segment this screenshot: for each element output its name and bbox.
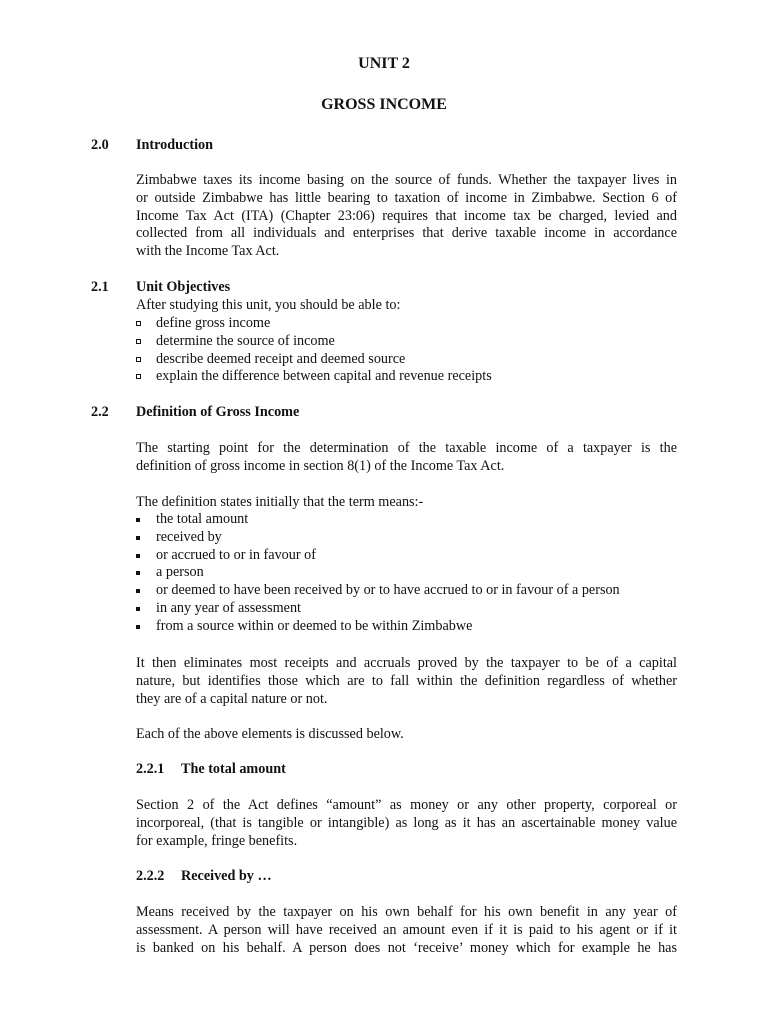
unit-title: UNIT 2: [358, 55, 410, 72]
text-line: incorporeal, (that is tangible or intangible) as long as it has an ascertainable money value: [136, 814, 677, 831]
text-line: assessment. A person will have received an amount even if it is paid to his agent or if it: [136, 921, 677, 938]
subsection-title: Received by …: [181, 868, 272, 884]
definition-paragraph-1: [136, 440, 677, 476]
subsection-number: 2.2.2: [136, 868, 165, 884]
text-line: The starting point for the determination of the taxable income of a taxpayer is the: [136, 440, 677, 456]
definition-intro: The definition states initially that the term means:-: [136, 494, 424, 510]
unit-subtitle: GROSS INCOME: [321, 96, 447, 113]
subsection-heading-total-amount: [136, 761, 286, 779]
list-item: from a source within or deemed to be within Zimbabwe: [134, 618, 675, 636]
definition-paragraph-4: Each of the above elements is discussed below.: [136, 726, 404, 742]
list-item: in any year of assessment: [134, 600, 675, 618]
text-line: for example, fringe benefits.: [136, 832, 298, 849]
list-item: or accrued to or in favour of: [134, 547, 675, 565]
text-line: Zimbabwe taxes its income basing on the source of funds. Whether the taxpayer lives in: [136, 172, 677, 188]
text-line: is banked on his behalf. A person does not ‘receive’ money which for example he has: [136, 939, 677, 956]
definition-paragraph-3: [136, 655, 677, 708]
received-by-paragraph: [136, 904, 677, 957]
introduction-paragraph: [136, 172, 677, 261]
subsection-title: The total amount: [181, 761, 286, 777]
list-item: describe deemed receipt and deemed source: [134, 351, 675, 369]
list-item: explain the difference between capital and revenue receipts: [134, 368, 675, 386]
text-line: collected from all individuals and enterprises that derive taxable income in accordance: [136, 225, 677, 242]
subsection-heading-received-by: [136, 868, 272, 886]
objectives-intro: After studying this unit, you should be able to:: [136, 297, 401, 313]
text-line: It then eliminates most receipts and accruals proved by the taxpayer to be of a capital: [136, 655, 677, 671]
definition-list: [134, 511, 675, 636]
total-amount-paragraph: [136, 797, 677, 850]
section-number-2-1: 2.1: [91, 279, 109, 295]
text-line: Income Tax Act (ITA) (Chapter 23:06) requires that income tax be charged, levied and: [136, 207, 677, 224]
objectives-list: [134, 315, 675, 386]
text-line: Means received by the taxpayer on his own behalf for his own benefit in any year of: [136, 904, 677, 920]
text-line: Section 2 of the Act defines “amount” as money or any other property, corporeal or: [136, 797, 677, 813]
section-number-2-2: 2.2: [91, 404, 109, 420]
section-number-2-0: 2.0: [91, 137, 109, 153]
list-item: a person: [134, 564, 675, 582]
section-heading-introduction: Introduction: [136, 137, 213, 153]
list-item: the total amount: [134, 511, 675, 529]
section-heading-definition: Definition of Gross Income: [136, 404, 300, 420]
list-item: received by: [134, 529, 675, 547]
text-line: they are of a capital nature or not.: [136, 690, 328, 707]
text-line: or outside Zimbabwe has little bearing to taxation of income in Zimbabwe. Section 6 of: [136, 189, 677, 206]
list-item: define gross income: [134, 315, 675, 333]
section-heading-unit-objectives: Unit Objectives: [136, 279, 231, 295]
list-item: or deemed to have been received by or to have accrued to or in favour of a person: [134, 582, 675, 600]
text-line: with the Income Tax Act.: [136, 243, 280, 260]
list-item: determine the source of income: [134, 333, 675, 351]
subsection-number: 2.2.1: [136, 761, 165, 777]
text-line: nature, but identifies those which are to fall within the definition regardless of whether: [136, 672, 677, 689]
text-line: definition of gross income in section 8(1) of the Income Tax Act.: [136, 457, 505, 474]
